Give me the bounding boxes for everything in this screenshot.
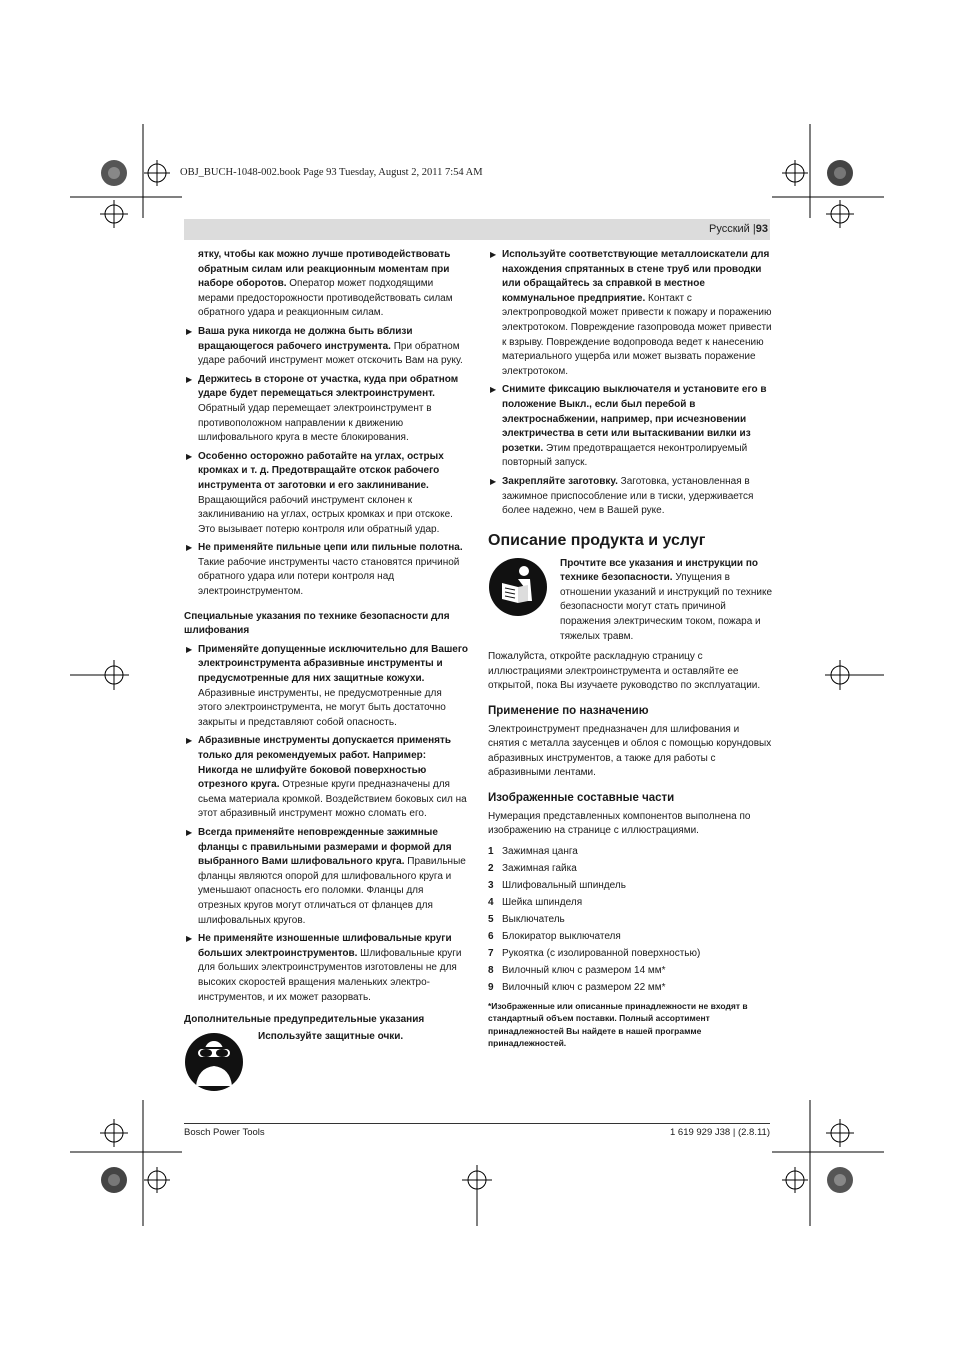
component-number: 6: [488, 930, 494, 942]
bullet-arrow-icon: ▶: [490, 250, 497, 259]
goggles-block: [184, 1032, 468, 1096]
bullet-arrow-icon: ▶: [186, 374, 193, 384]
header-language: Русский: [709, 223, 750, 235]
left-column: [184, 248, 468, 1096]
component-label: Рукоятка (с изолированной поверхностью): [502, 947, 701, 959]
bullet-arrow-icon: ▶: [186, 451, 193, 461]
component-label: Вилочный ключ с размером 14 мм*: [502, 964, 666, 976]
component-item: [488, 945, 772, 962]
component-number: 5: [488, 913, 494, 925]
bullet-arrow-icon: ▶: [186, 736, 193, 746]
heading-components: Изображенные составные части: [488, 792, 675, 804]
component-label: Вилочный ключ с размером 22 мм*: [502, 981, 666, 993]
page-header: [709, 223, 768, 235]
goggles-text: Используйте защитные очки.: [258, 1030, 404, 1042]
component-item: [488, 928, 772, 945]
list-item: ▶ Не применяйте изношенные шлифовальные круги больших электроинструментов. Шлифовальные круги для больших электроинструментов изготовлены не для высоких скоростей вращения маленьких электро-инструментов, и их может разорвать.: [186, 933, 462, 1003]
paragraph: ятку, чтобы как можно лучше противодействовать обратным силам или реакционным моментам при наборе оборотов. Оператор может подходящими мерами предосторожности противодействовать силам обратного удара и реакционным силам.: [198, 249, 453, 319]
list-item: ▶ Ваша рука никогда не должна быть вблизи вращающегося рабочего инструмента. При обратном ударе рабочий инструмент может отскочить Вам на руку.: [186, 325, 463, 367]
component-number: 1: [488, 845, 494, 857]
list-item: ▶ Используйте соответствующие металлоискатели для нахождения спрятанных в стене труб или проводки или обращайтесь за справкой в местное коммунальное предприятие. Контакт с электропроводкой может привести к пожару и поражению электротоком. Повреждение газопровода может привести к взрыву. Повреждение водопровода ведет к нанесению материального ущерба или может вызвать поражение электротоком.: [490, 249, 772, 377]
read-manual-text: Прочтите все указания и инструкции по технике безопасности. Упущения в отношении указаний и инструкций по технике безопасности могут стать причиной поражения электрическим током, пожара и тяжелых травм.: [560, 557, 773, 642]
component-label: Шейка шпинделя: [502, 896, 583, 908]
header-separator: |: [752, 223, 756, 235]
subheading: Дополнительные предупредительные указания: [184, 1014, 425, 1026]
component-label: Шлифовальный шпиндель: [502, 879, 626, 891]
intro-text: Пожалуйста, откройте раскладную страницу с иллюстрациями электроинструмента и оставляйте ее открытой, пока Вы изучаете руководство по эксплуатации.: [488, 651, 761, 692]
read-manual-icon: [488, 557, 548, 617]
component-number: 9: [488, 981, 494, 993]
component-label: Блокиратор выключателя: [502, 930, 621, 942]
bullet-arrow-icon: ▶: [186, 644, 193, 654]
footer-rule: [184, 1123, 770, 1124]
list-item: ▶ Закрепляйте заготовку. Заготовка, установленная в зажимное приспособление или в тиски, удерживается более надежно, чем в Вашей руке.: [490, 475, 754, 517]
component-item: [488, 843, 772, 860]
component-item: [488, 979, 772, 996]
section-title: Описание продукта и услуг: [488, 531, 706, 549]
header-bar: [184, 219, 770, 240]
list-item: ▶ Держитесь в стороне от участка, куда при обратном ударе будет перемещаться электроинструмент. Обратный удар перемещает электроинструмент в противоположном направлении к движению шлифовального круга в месте блокирования.: [186, 373, 459, 444]
component-number: 2: [488, 862, 494, 874]
subheading: Специальные указания по технике безопасности для шлифования: [184, 610, 450, 637]
component-number: 8: [488, 964, 494, 976]
list-item: ▶ Особенно осторожно работайте на углах, острых кромках и т. д. Предотвращайте отскок рабочего инструмента от заготовки и его заклинивание. Вращающийся рабочий инструмент склонен к заклиниванию на углах, острых кромках и при отскоке. Это вызывает потерю контроля или обратный удар.: [186, 450, 453, 535]
component-item: [488, 860, 772, 877]
components-intro: Нумерация представленных компонентов выполнена по изображению на странице с иллюстрациями.: [488, 810, 751, 837]
component-item: [488, 962, 772, 979]
list-item: ▶ Абразивные инструменты допускается применять только для рекомендуемых работ. Например: Никогда не шлифуйте боковой поверхностью отрезного круга. Отрезные круги предназначены для сьема материала кромкой. Воздействием боковых сил на этот абразивный инструмент можно сломать его.: [186, 735, 467, 820]
footer-code: 1 619 929 J38 | (2.8.11): [669, 1127, 770, 1138]
component-number: 4: [488, 896, 494, 908]
bullet-arrow-icon: ▶: [186, 934, 193, 944]
intended-use-text: Электроинструмент предназначен для шлифования и снятия с металла заусенцев и облоя с помощью корундовых абразивных инструментов, а также для работы с абразивными лентами.: [488, 723, 772, 779]
component-item: [488, 894, 772, 911]
list-item: ▶ Применяйте допущенные исключительно для Вашего электроинструмента абразивные инструменты и предусмотренные для них защитные кожухи. Абразивные инструменты, не предусмотренные для этого электроинструмента, не могут быть достаточно закрыты и представляют собой опасность.: [186, 643, 468, 728]
component-number: 3: [488, 879, 494, 891]
list-item: ▶ Снимите фиксацию выключателя и установите его в положение Выкл., если был перебой в электроснабжении, например, при исчезновении электричества в сети или вытаскивании вилки из розетки. Этим предотвращается неконтролируемый повторный запуск.: [490, 384, 767, 469]
components-list: [488, 843, 772, 996]
component-item: [488, 877, 772, 894]
component-label: Зажимная гайка: [502, 862, 577, 874]
bullet-arrow-icon: ▶: [186, 326, 193, 336]
component-number: 7: [488, 947, 494, 959]
list-item: ▶ Не применяйте пильные цепи или пильные полотна. Такие рабочие инструменты часто становятся причиной обратного удара или потери контроля над электроинструментом.: [186, 542, 463, 598]
component-label: Выключатель: [502, 913, 565, 925]
heading-intended-use: Применение по назначению: [488, 705, 649, 718]
file-info: OBJ_BUCH-1048-002.book Page 93 Tuesday, August 2, 2011 7:54 AM: [180, 167, 483, 178]
bullet-arrow-icon: ▶: [490, 385, 497, 395]
bullet-arrow-icon: ▶: [186, 543, 193, 553]
goggles-icon: [184, 1032, 244, 1092]
bullet-arrow-icon: ▶: [186, 827, 193, 837]
footnote: *Изображенные или описанные принадлежности не входят в стандартный объем поставки. Полный ассортимент принадлежностей Вы найдете в нашей программе принадлежностей.: [488, 1000, 748, 1049]
bullet-arrow-icon: ▶: [490, 476, 497, 486]
list-item: ▶ Всегда применяйте неповрежденные зажимные фланцы с правильными размерами и формой для выбранного Вами шлифовального круга. Правильные фланцы являются опорой для шлифовального круга и уменьшают опасность его поломки. Фланцы для отрезных кругов могут отличаться от фланцев для шлифовальных кругов.: [186, 826, 466, 926]
component-label: Зажимная цанга: [502, 845, 578, 857]
component-item: [488, 911, 772, 928]
read-manual-block: [488, 557, 772, 645]
footer-brand: Bosch Power Tools: [184, 1127, 265, 1138]
right-column: [488, 248, 772, 1050]
page-number: 93: [755, 223, 768, 235]
